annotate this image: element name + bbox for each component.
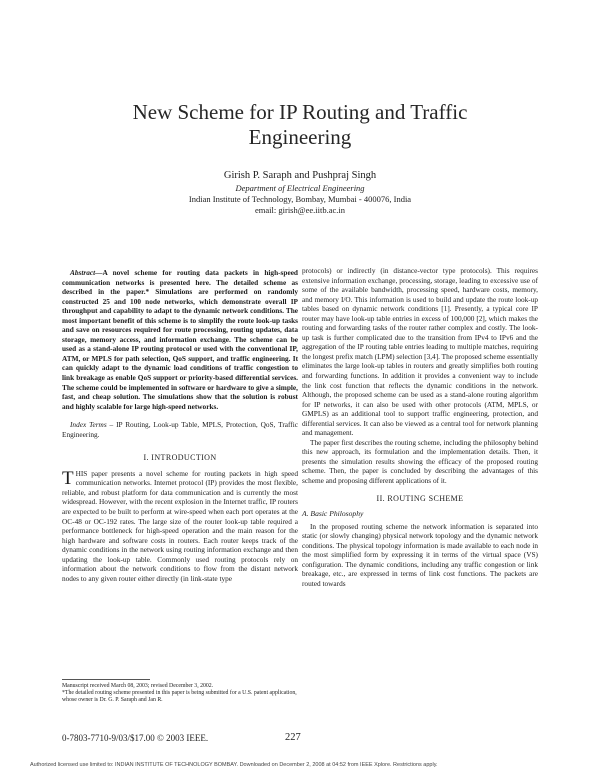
footnote-manuscript: Manuscript received March 08, 2003; revised December 3, 2002. (62, 683, 214, 689)
institute: Indian Institute of Technology, Bombay, Mumbai - 400076, India (188, 194, 412, 204)
index-terms (62, 420, 298, 439)
index-terms-label: Index Terms (70, 420, 107, 430)
department: Department of Electrical Engineering (235, 183, 365, 193)
email: email: girish@ee.iitb.ac.in (255, 205, 345, 215)
authors: Girish P. Saraph and Pushpraj Singh (223, 170, 377, 181)
right-column (302, 266, 538, 589)
isbn: 0-7803-7710-9/03/$17.00 © 2003 IEEE. (62, 733, 209, 743)
footnote-patent: *The detailed routing scheme presented in this paper is being submitted for a U.S. patent application, whose owner is Dr. G. P. Saraph and Jan R. (62, 690, 297, 704)
intro-text: HIS paper presents a novel scheme for routing packets in high speed communication networks. Internet protocol (IP) provides the most flexible, reliable, and robust platform for data communication and is currently the most widespread. However, with the recent explosion in the Internet traffic, IP routers are expected to be built to perform at wire-speed when each port operates at the OC-48 or OC-192 rates. The large size of the router look-up table required a performance bottleneck for high-speed operation and the main reason for the high hardware and software costs in routers. Each router keeps track of the dynamic conditions in the network using routing information exchange and then updating the look-up table. Commonly used routing protocols rely on information about the network conditions to flow from the distant network nodes to any given router either directly (in link-state type (62, 468, 298, 583)
subsection-a-heading: A. Basic Philosophy (302, 509, 364, 519)
section-1-heading: I. INTRODUCTION (143, 453, 217, 463)
footnote-rule (62, 679, 150, 680)
right-paragraph-1: protocols) or indirectly (in distance-vector type protocols). This requires extensive information exchange, processing, storage, leading to excessive use of some of the available bandwidth, processing speed, hardware costs, memory, and memory I/O. This information is used to build and update the route look-up tables based on dynamic network conditions [1]. Presently, a typical core IP router may have look-up table entries in excess of 100,000 [2], which makes the routing and forwarding tasks of the router rather complex and costly. The look-up task is further complicated due to the transition from IPv4 to IPv6 and the aggregation of the IP routing table entries leading to multiple matches, requiring the longest prefix match (LPM) selection [3,4]. The proposed scheme essentially eliminates the large look-up tables in routers and greatly simplifies both routing and forwarding functions. In addition it provides a convenient way to include the link cost function that reflects the dynamic conditions in the network. Although, the proposed scheme can be used as a stand-alone routing algorithm for IP networks, it can also be used with other protocols (ATM, MPLS, or GMPLS) as an additional tool to support traffic engineering, protection, and differential services. It can also be viewed as a central tool for network planning and management. (302, 266, 538, 438)
right-paragraph-3: In the proposed routing scheme the network information is separated into static (or slowly changing) physical network topology and the dynamic network conditions. The physical topology information is made available to each node in the most simplified form by expressing it in terms of the virtual space (VS) configuration. The dynamic conditions, including any traffic congestion or link breakage, etc., are expressed in terms of link cost functions. The packets are routed towards (302, 521, 538, 588)
intro-dropcap: T (62, 467, 74, 489)
abstract-label: Abstract (70, 268, 96, 277)
title-line-2: Engineering (248, 125, 352, 149)
right-paragraph-2: The paper first describes the routing scheme, including the philosophy behind this new approach, its formulation and the implementation details. Then, it presents the simulation results showing the efficacy of the proposed routing scheme. Then, the paper is concluded by describing the advantages of this scheme and proposing different applications of it. (302, 437, 538, 486)
abstract (62, 268, 298, 411)
license-banner: Authorized licensed use limited to: INDIAN INSTITUTE OF TECHNOLOGY BOMBAY. Downloaded on December 2, 2008 at 04:52 from IEEE Xplore. Restrictions apply. (30, 762, 438, 768)
index-terms-text: – IP Routing, Look-up Table, MPLS, Protection, QoS, Traffic Engineering. (62, 420, 299, 439)
page-number: 227 (285, 732, 301, 743)
title-line-1: New Scheme for IP Routing and Traffic (132, 100, 468, 124)
section-2-heading: II. ROUTING SCHEME (376, 493, 464, 503)
intro-paragraph (62, 469, 298, 584)
abstract-text: —A novel scheme for routing data packets in high-speed communication networks is presented here. The detailed scheme as described in the paper.* Simulations are performed on randomly constructed 25 and 100 node networks, which demonstrate overall IP throughput and capability to adapt to the dynamic network conditions. The most important benefit of this scheme is to simplify the route look-up tasks and save on resources required for route processing, routing updates, data storage, memory access, and information exchange. The scheme can be used as a stand-alone IP routing protocol or used with the conventional IP, ATM, or MPLS for path selection, QoS support, and traffic engineering. It can quickly adapt to the dynamic load conditions of traffic congestion to link breakage as enable QoS support or priority-based differential services. The scheme could be implemented in software or hardware to give a simple, fast, and cheap solution. The simulations show that the solution is robust and highly scalable for large high-speed networks. (62, 268, 298, 411)
footnotes (62, 683, 298, 705)
paper-title (60, 100, 540, 150)
left-column (62, 268, 298, 583)
